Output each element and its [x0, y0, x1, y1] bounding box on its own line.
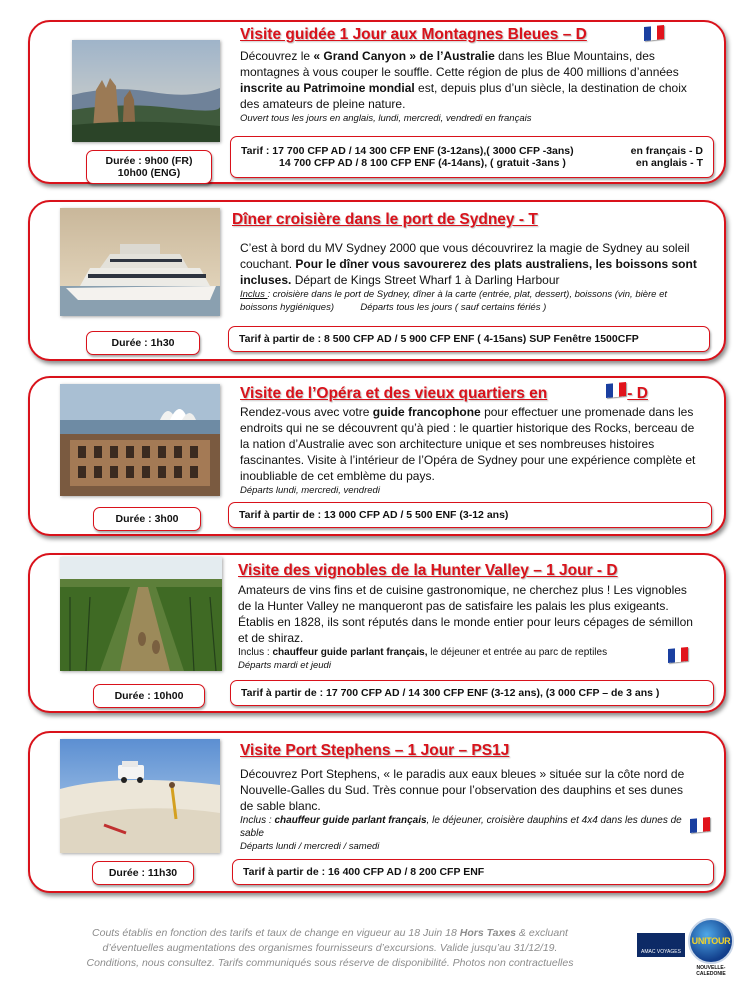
- tour-title: Visite Port Stephens – 1 Jour – PS1J: [240, 742, 510, 759]
- duration-box: Durée : 3h00: [93, 507, 201, 531]
- tour-title: Visite de l’Opéra et des vieux quartiers en - D: [240, 385, 648, 402]
- french-flag-icon: [668, 647, 688, 663]
- tarif-box: Tarif à partir de : 8 500 CFP AD / 5 900 CFP ENF ( 4-15ans) SUP Fenêtre 1500CFP: [228, 326, 710, 352]
- unitour-logo: UNITOUR: [688, 918, 734, 964]
- tour-description: C’est à bord du MV Sydney 2000 que vous découvrirez la magie de Sydney au soleil couchant. Pour le dîner vous savourerez des plats australiens, les boissons sont incluses. Départ de Kings Street Wharf 1 à Darling Harbour Inclus : croisière dans le port de Sydney, dîner à la carte (entrée, plat, dessert), boissons (vin, bière et boissons hygiéniques) Départs tous les jours ( sauf certains fériés ): [240, 241, 697, 313]
- tarif-box: Tarif à partir de : 16 400 CFP AD / 8 200 CFP ENF: [232, 859, 714, 885]
- duration-box: Durée : 9h00 (FR) 10h00 (ENG): [86, 150, 212, 184]
- french-flag-icon: [644, 25, 664, 41]
- tour-description: Amateurs de vins fins et de cuisine gastronomique, ne cherchez plus ! Les vignobles de la Hunter Valley ne manqueront pas de satisfaire les palais les plus exigeants. Établis en 1828, ils sont réputés dans le monde entier pour leurs cépages de sémillon et de shiraz. Inclus : chauffeur guide parlant français, le déjeuner et entrée au parc de reptiles Départs mardi et jeudi: [238, 583, 693, 671]
- duration-box: Durée : 11h30: [92, 861, 194, 885]
- tour-description: Rendez-vous avec votre guide francophone pour effectuer une promenade dans les endroits qui ne se découvrent qu’à pied : le quartier historique des Rocks, berceau de la nation d’Australie avec son architecture unique et ses nombreuses histoires fascinantes. Visite à l’intérieur de l’Opéra de Sydney pour une expérience complète et inoubliable de cet emblème du pays. Départs lundi, mercredi, vendredi: [240, 405, 696, 496]
- french-flag-icon: [690, 817, 710, 833]
- duration-box: Durée : 1h30: [86, 331, 200, 355]
- footer-disclaimer: Couts établis en fonction des tarifs et taux de change en vigueur au 18 Juin 18 Hors Taxes & excluant d’éventuelles augmentations des organismes fournisseurs d’excursions. Valide jusqu’au 31/12/19. Conditions, nous consultez. Tarifs communiqués sous réserve de disponibilité. Photos non contractuelles: [86, 927, 574, 969]
- tour-title: Visite des vignobles de la Hunter Valley – 1 Jour - D: [238, 562, 618, 579]
- duration-box: Durée : 10h00: [93, 684, 205, 708]
- tour-description: Découvrez Port Stephens, « le paradis aux eaux bleues » située sur la côte nord de Nouvelle-Galles du Sud. Très connue pour l’observation des dauphins et ses dunes de sable blanc. Inclus : chauffeur guide parlant français, le déjeuner, croisière dauphins et 4x4 dans les dunes de sable Départs lundi / mercredi / samedi: [240, 767, 685, 852]
- opera-house-photo: [60, 384, 220, 496]
- unitour-subtitle: NOUVELLE-CALEDONIE: [696, 965, 726, 977]
- tarif-box: Tarif à partir de : 13 000 CFP AD / 5 500 ENF (3-12 ans): [228, 502, 712, 528]
- french-flag-icon: [606, 382, 626, 398]
- vineyard-photo: [60, 557, 222, 671]
- tour-description: Découvrez le « Grand Canyon » de l’Australie dans les Blue Mountains, des montagnes à vous couper le souffle. Cette région de plus de 400 millions d’années inscrite au Patrimoine mondial est, depuis plus d’un siècle, la destination de choix des amateurs de pleine nature. Ouvert tous les jours en anglais, lundi, mercredi, vendredi en français: [240, 49, 687, 124]
- blue-mountains-photo: [72, 40, 220, 142]
- tarif-box: Tarif à partir de : 17 700 CFP AD / 14 300 CFP ENF (3-12 ans), (3 000 CFP – de 3 ans ): [230, 680, 714, 706]
- cruise-ship-photo: [60, 208, 220, 316]
- tour-title: Dîner croisière dans le port de Sydney - T: [232, 211, 538, 228]
- sand-dunes-photo: [60, 739, 220, 853]
- tour-title: Visite guidée 1 Jour aux Montagnes Bleues – D: [240, 26, 587, 43]
- tarif-box: Tarif : 17 700 CFP AD / 14 300 CFP ENF (3-12ans),( 3000 CFP -3ans) en français - D 14 700 CFP AD / 8 100 CFP ENF (4-14ans), ( gratuit -3ans ) en anglais - T: [230, 136, 714, 178]
- amac-voyages-logo: AMAC VOYAGES: [637, 933, 685, 957]
